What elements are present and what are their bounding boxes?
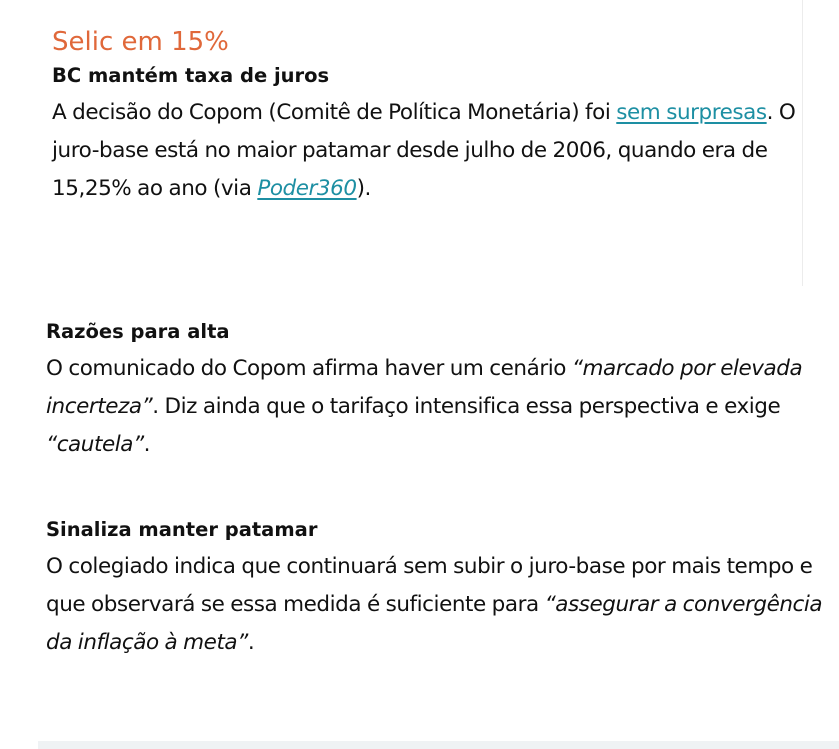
paragraph-text: . Diz ainda que o tarifaço intensifica essa perspectiva e exige <box>152 394 781 419</box>
news-block-selic <box>52 24 797 208</box>
column-divider <box>802 0 803 286</box>
paragraph-text: A decisão do Copom (Comitê de Política Monetária) foi <box>52 100 617 125</box>
paragraph-text: . <box>247 630 255 655</box>
block-paragraph <box>52 94 797 208</box>
link-poder360[interactable] <box>257 176 356 201</box>
footer-band <box>38 741 839 749</box>
quote: “cautela” <box>46 432 144 457</box>
section-kicker: Selic em 15% <box>52 27 229 57</box>
block-paragraph <box>46 350 826 464</box>
paragraph-text: O comunicado do Copom afirma haver um cenário <box>46 356 572 381</box>
block-headline: Sinaliza manter patamar <box>46 518 318 541</box>
link-sem-surpresas[interactable]: sem surpresas <box>616 100 767 125</box>
quote: “assegurar a convergência da inflação à meta” <box>46 592 823 655</box>
paragraph-text: . <box>143 432 151 457</box>
paragraph-text: . O juro-base está no maior patamar desde julho de 2006, quando era de 15,25% ao ano (via <box>52 100 796 201</box>
block-headline: BC mantém taxa de juros <box>52 64 330 87</box>
news-block-patamar <box>46 514 826 662</box>
block-headline: Razões para alta <box>46 320 230 343</box>
paragraph-text: O colegiado indica que continuará sem subir o juro-base por mais tempo e que observará se essa medida é suficiente para <box>46 554 813 617</box>
news-block-razoes <box>46 316 826 464</box>
paragraph-text: ). <box>356 176 371 201</box>
block-paragraph <box>46 548 826 662</box>
link-poder360-label: Poder360 <box>257 176 357 201</box>
quote: “marcado por elevada incerteza” <box>46 356 803 419</box>
